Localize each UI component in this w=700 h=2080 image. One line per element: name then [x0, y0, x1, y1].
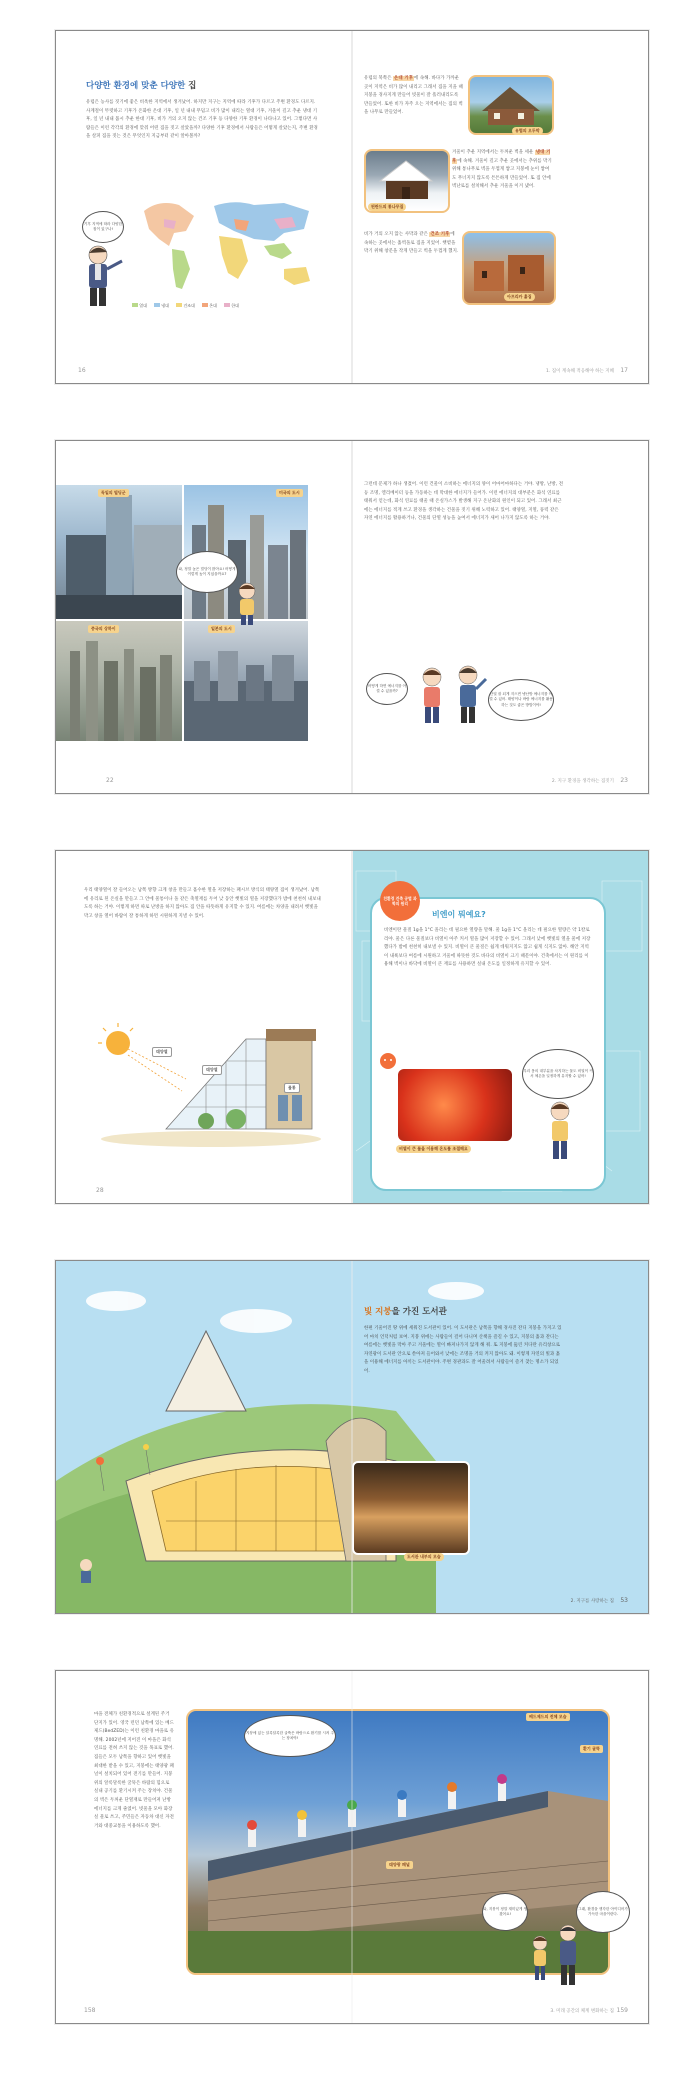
speech-bubble: 기후 지역에 따라 다양한 집이 있구나!	[82, 211, 124, 243]
speech-bubble: 단열 잘 되게 지으면 냉난방 에너지를 아낄 수 있어. 태양이나 바람 에너지를 활용하는 것도 좋은 방법이야!	[488, 679, 554, 721]
spread-specific-heat	[55, 850, 649, 1204]
page-number: 16	[78, 367, 86, 374]
legend-tropical: 열대	[132, 303, 147, 309]
photo-library-interior	[352, 1461, 470, 1555]
page-number: 23	[620, 777, 628, 784]
body-text: 우리 태양열이 잘 들어오는 남쪽 방향 크게 창을 만들고 흡수한 열을 저장하는 패시브 방식의 태양열 집이 생겨났어. 남쪽에 유리로 된 온실을 만들고 그 안에 물통이나 돌 같은 축열재를 두어 낮 동안 햇빛의 열을 저장했다가 밤에 천천히 내보내도록 하는 거야. 이렇게 하면 따로 난방을 하지 않아도 집 안을 따뜻하게 유지할 수 있지. 여름에는 차양을 내려서 햇빛을 막고 창을 열어 바람이 잘 통하게 하면 시원하게 지낼 수 있어.	[84, 888, 321, 919]
section-title: 빛 지붕을 가진 도서관	[364, 1307, 447, 1317]
gutter	[351, 441, 353, 793]
box-photo	[398, 1069, 512, 1141]
page-number: 159	[616, 2007, 628, 2014]
speech-bubble: 지붕에 있는 알록달록한 굴뚝은 바람으로 환기를 시켜 주는 장치야!	[244, 1715, 336, 1757]
section-title: 다양한 환경에 맞춘 다양한 집	[86, 81, 197, 91]
diagram-label: 환기 굴뚝	[580, 1745, 603, 1753]
page-28	[56, 851, 352, 1203]
running-footer: 1. 집이 계속해 적응해야 하는 지혜	[546, 369, 614, 374]
spread-library	[55, 1260, 649, 1614]
speech-bubble: 와, 지붕이 정말 재미있게 생겼어요!	[482, 1893, 528, 1931]
gutter	[351, 1261, 353, 1613]
photo-caption: 비열이 큰 물을 이용해 온도를 조절해요	[396, 1145, 471, 1153]
page-22	[56, 441, 352, 793]
photo-caption: 핀란드의 통나무집	[368, 203, 406, 211]
world-climate-map	[124, 191, 330, 301]
body-text-bottom: 비가 거의 오지 않는 사막과 같은 건조 기후에 속하는 곳에서는 흙벽돌로 집을 지었어. 햇볕을 막기 위해 창문을 작게 만들고 벽을 두껍게 했지.	[364, 232, 459, 255]
running-footer: 2. 지구 환경을 생각하는 집짓기	[551, 779, 614, 784]
page-29	[352, 851, 648, 1203]
legend-subarctic: 냉대	[154, 303, 169, 309]
legend-polar: 한대	[224, 303, 239, 309]
teacher-character	[80, 243, 124, 309]
photo-tag: 일본의 도시	[208, 625, 235, 633]
photo-tag: 독일의 빌딩군	[98, 489, 129, 497]
legend-temperate: 온대	[202, 303, 217, 309]
body-text: 유럽은 농사를 짓기에 좋은 비옥한 지역에서 생겨났어. 하지만 지구는 지역에 따라 기후가 다르고 주변 환경도 다르지. 사계절이 뚜렷하고 기후가 온화한 온대 기후, 일 년 내내 무덥고 비가 많이 내리는 열대 기후, 겨울이 길고 추운 냉대 기후, 일 년 내내 몹시 추운 한대 기후, 비가 거의 오지 않는 건조 기후 등 다양한 기후 환경이 나타나고 있어. 그렇다면 사람들은 이런 각각의 환경에 맞춰 어떤 집을 짓고 살았을까? 다양한 기후 환경에서 사람들은 어떻게 살았는지, 주변 환경을 살펴 집을 짓는 것은 무엇인지 지금부터 같이 알아볼까?	[86, 100, 318, 140]
body-text: 그런데 문제가 하나 생겼어. 이런 건물이 소비하는 에너지의 양이 어마어마하다는 거야. 냉방, 난방, 전등 조명, 엘리베이터 등을 가동하는 데 막대한 에너지가 들어가. 이런 에너지의 대부분은 화석 연료를 태워서 얻는데, 화석 연료를 태울 때 온실가스가 발생해 지구 온난화의 원인이 되고 있어. 그래서 최근에는 에너지를 적게 쓰고 환경을 생각하는 건물을 짓기 위해 노력하고 있어. 태양열, 지열, 풍력 같은 자연 에너지를 활용하거나, 건물의 단열 성능을 높여서 에너지가 새어 나가지 않도록 하는 거야.	[364, 482, 564, 522]
body-text-mid: 겨울이 추운 지역에서는 두꺼운 벽을 세운 냉대 기후에 속해. 겨울이 길고 추운 곳에서는 추위를 막기 위해 통나무로 벽을 두껍게 쌓고 지붕에 눈이 쌓여도 무너지지 않도록 튼튼하게 만들었어. 또 집 안에 벽난로를 설치해서 추운 겨울을 이겨 냈어.	[452, 150, 552, 190]
photo-caption: 도서관 내부의 모습	[404, 1553, 444, 1561]
photo-caption: 아프리카 흙집	[504, 293, 535, 301]
page-17	[352, 31, 648, 383]
speech-bubble: 우리 몸의 대부분을 차지하는 물도 비열이 커서 체온을 일정하게 유지할 수 있어!	[522, 1049, 594, 1099]
legend-dry: 건조대	[176, 303, 195, 309]
photo-tag: 중국의 상하이	[88, 625, 119, 633]
page-23	[352, 441, 648, 793]
box-body: 비엔이란 물질 1g을 1°C 올리는 데 필요한 열량을 말해. 물 1g을 1°C 올리는 데 필요한 열량은 약 1칼로리야. 물은 다른 물질보다 비열이 아주 커서 열을 많이 저장할 수 있어. 그래서 낮에 햇빛의 열을 물에 저장했다가 밤에 천천히 내보낼 수 있지. 비열이 큰 물질은 쉽게 데워지지도 않고 쉽게 식지도 않아. 해안 지역이 내륙보다 여름에 시원하고 겨울에 따뜻한 것도 바다의 비열이 크기 때문이야. 건축에서는 이 원리를 이용해 벽이나 바닥에 비열이 큰 재료를 사용하면 실내 온도를 일정하게 유지할 수 있어.	[384, 928, 591, 968]
page-number: 158	[84, 2007, 96, 2014]
photo-tag: 미국의 도시	[276, 489, 303, 497]
running-footer: 3. 미래 공간의 체계 변화하는 집	[550, 2009, 614, 2014]
diagram-label: 물통	[284, 1083, 300, 1093]
gutter	[351, 1671, 353, 2023]
spread-bedzed	[55, 1670, 649, 2024]
speech-bubble: 어떻게 하면 에너지를 아낄 수 있을까?	[366, 673, 408, 705]
photo-berlin	[56, 485, 182, 619]
page-number: 22	[106, 777, 114, 784]
photo-tokyo	[184, 621, 308, 741]
photo-tag: 베드제드의 전체 모습	[526, 1713, 570, 1721]
sun-character	[376, 1049, 400, 1073]
photo-thatched-house	[468, 75, 554, 135]
diagram-label: 태양광 패널	[386, 1861, 413, 1869]
content-panel	[352, 1261, 648, 1613]
box-title: 비엔이 뭐예요?	[432, 910, 486, 919]
children-characters	[412, 663, 492, 725]
body-text: 한편 기울어진 땅 위에 세워진 도서관이 있어. 이 도서관은 남쪽을 향해 경사진 잔디 지붕을 가지고 있어 마치 언덕처럼 보여. 지붕 위에는 사람들이 걸어 다니며 산책을 즐길 수 있고, 지붕의 흙과 잔디는 여름에는 햇빛을 막아 주고 겨울에는 열이 빠져나가지 않게 해 줘. 또 지붕에 뚫린 커다란 유리창으로 자연광이 도서관 안으로 쏟아져 들어와서 낮에는 조명을 거의 켜지 않아도 돼. 이렇게 자연의 빛과 흙을 이용해 에너지를 아끼는 도서관이야. 주변 경관과도 잘 어울려서 사람들이 즐겨 찾는 명소가 되었어.	[364, 1326, 562, 1374]
page-number: 17	[620, 367, 628, 374]
diagram-label: 태양열	[202, 1065, 222, 1075]
gutter	[351, 851, 353, 1203]
gutter	[351, 31, 353, 383]
diagram-label: 태양열	[152, 1047, 172, 1057]
running-footer: 2. 지구를 사랑하는 집	[570, 1599, 614, 1604]
speech-bubble: 와, 정말 높은 빌딩이 많아요! 어떻게 이렇게 높이 지었을까요?	[176, 551, 238, 593]
page-number: 28	[96, 1187, 104, 1194]
photo-caption: 유럽의 오두막	[512, 127, 543, 135]
body-text: 마을 전체가 친환경적으로 설계된 주거 단지가 있어. 영국 런던 남쪽에 있는 베드제드(BedZED)는 이런 친환경 마을로 유명해. 2002년에 지어진 이 마을은 화석 연료를 전혀 쓰지 않는 것을 목표로 했어. 집들은 모두 남쪽을 향하고 있어 햇빛을 최대한 받을 수 있고, 지붕에는 태양광 패널이 설치되어 있어 전기를 만들어. 지붕 위의 알록달록한 굴뚝은 바람의 힘으로 실내 공기를 환기시켜 주는 장치야. 건물의 벽은 두꺼운 단열재로 만들어져 난방 에너지를 크게 줄였어. 빗물을 모아 화장실 물로 쓰고, 주민들은 자동차 대신 자전거와 대중교통을 이용하도록 했어.	[94, 1712, 174, 1829]
body-text-top: 유럽의 북쪽은 온대 기후에 속해. 바다가 가까운 곳이 지역은 비가 많이 내리고 그래서 집을 지을 때 지붕을 경사지게 만들어 빗물이 잘 흘러내리도록 만들었어. 또한 비가 자주 오는 지역에서는 집의 벽을 나무로 만들었어.	[364, 76, 463, 116]
boy-character	[232, 581, 262, 625]
map-legend	[132, 303, 239, 309]
science-box	[370, 897, 606, 1191]
spread-climate-houses	[55, 30, 649, 384]
speech-bubble: 그래, 환경을 생각한 아이디어가 가득한 마을이란다.	[576, 1891, 630, 1933]
photo-shanghai	[56, 621, 182, 741]
page-16	[56, 31, 352, 383]
page-number: 53	[620, 1597, 628, 1604]
spread-skyscrapers	[55, 440, 649, 794]
boy-character	[542, 1099, 578, 1161]
box-tab: 친환경 건축 공법 과학의 원리	[380, 881, 420, 921]
boy-and-man-characters	[526, 1921, 586, 1987]
